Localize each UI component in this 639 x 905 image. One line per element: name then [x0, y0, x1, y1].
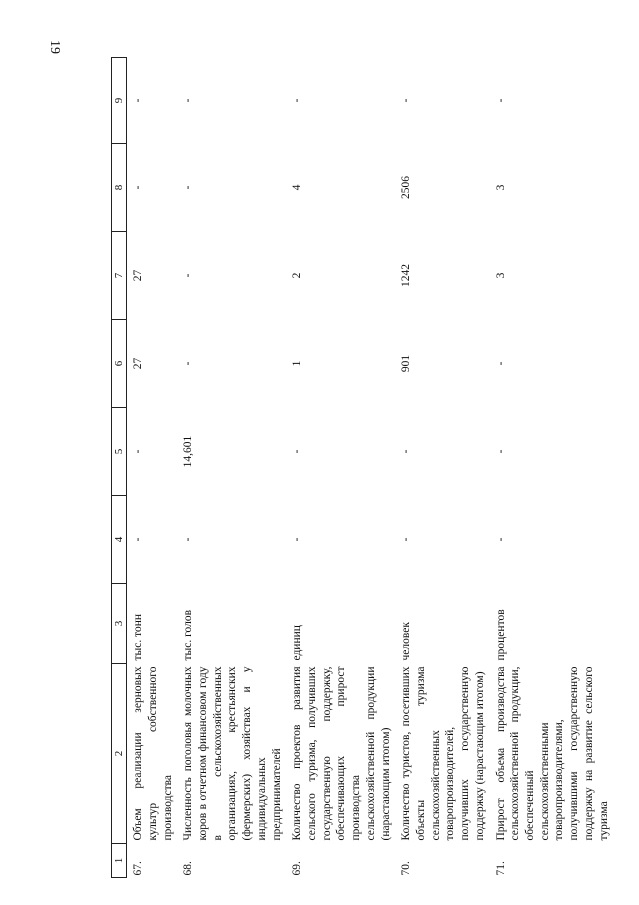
- value-cell: 1242: [400, 264, 413, 287]
- row-number: 69.: [291, 861, 304, 876]
- value-cell: 3: [494, 272, 507, 279]
- value-cell: -: [182, 185, 195, 190]
- value-cell: -: [132, 449, 145, 454]
- value-cell: -: [132, 98, 145, 103]
- unit: единиц: [291, 625, 304, 661]
- column-number: 4: [112, 496, 127, 584]
- value-cell: -: [291, 537, 304, 542]
- column-number: 8: [112, 144, 127, 232]
- row-number: 68.: [182, 861, 195, 876]
- value-cell: 1: [291, 360, 304, 367]
- value-cell: -: [182, 537, 195, 542]
- row-number: 70.: [400, 861, 413, 876]
- column-number: 1: [112, 844, 127, 878]
- value-cell: -: [494, 537, 507, 542]
- unit: процентов: [494, 609, 507, 661]
- value-cell: -: [494, 449, 507, 454]
- column-number: 5: [112, 408, 127, 496]
- table-row: [490, 58, 614, 878]
- value-cell: 27: [132, 357, 145, 370]
- value-cell: -: [182, 273, 195, 278]
- value-cell: -: [132, 537, 145, 542]
- column-number: 9: [112, 58, 127, 144]
- column-number: 2: [112, 664, 127, 844]
- page-number: 19: [47, 40, 62, 54]
- value-cell: -: [182, 361, 195, 366]
- indicator-table: [111, 57, 613, 878]
- value-cell: -: [400, 98, 413, 103]
- table-row: [177, 58, 286, 878]
- indicator-name: Количество проектов развития сельского туризма, получивших государственную поддержку, обеспечивающих прирост производства сельскохозяйственной продукции (нарастающим итогом): [291, 666, 392, 841]
- indicator-name: Количество туристов, посетивших объекты туризма сельскохозяйственных товаропроизводителей, получивших государственную поддержку (нарастающим итогом): [400, 666, 486, 841]
- indicator-table-container: [111, 58, 610, 878]
- value-cell: 3: [494, 184, 507, 191]
- indicator-name: Объем реализации зерновых культур собственного производства: [132, 666, 174, 841]
- value-cell: -: [494, 98, 507, 103]
- table-row: [127, 58, 178, 878]
- value-cell: -: [182, 98, 195, 103]
- value-cell: -: [132, 185, 145, 190]
- indicator-name: Прирост объема производства сельскохозяйственной продукции, обеспеченный сельскохозяйственными товаропроизводителями, получившими государственную поддержку на развитие сельского туризма: [494, 666, 610, 841]
- unit: человек: [400, 622, 413, 661]
- indicator-name: Численность поголовья молочных коров в отчетном финансовом году в сельскохозяйственных организациях, крестьянских (фермерских) хозяйствах и у индивидуальных предпринимателей: [182, 666, 283, 841]
- value-cell: 2: [291, 272, 304, 279]
- unit: тыс. тонн: [132, 613, 145, 661]
- row-number: 71.: [494, 861, 507, 876]
- value-cell: -: [291, 449, 304, 454]
- unit: тыс. голов: [182, 609, 195, 661]
- value-cell: 4: [291, 184, 304, 191]
- table-row: [286, 58, 395, 878]
- value-cell: -: [400, 537, 413, 542]
- column-number: 6: [112, 320, 127, 408]
- value-cell: 2506: [400, 176, 413, 199]
- value-cell: -: [400, 449, 413, 454]
- value-cell: 14,601: [182, 435, 195, 468]
- value-cell: 27: [132, 269, 145, 282]
- value-cell: 901: [400, 354, 413, 373]
- column-number: 7: [112, 232, 127, 320]
- table-row: [395, 58, 489, 878]
- row-number: 67.: [132, 861, 145, 876]
- column-number: 3: [112, 584, 127, 664]
- column-number-row: [112, 58, 127, 878]
- value-cell: -: [291, 98, 304, 103]
- value-cell: -: [494, 361, 507, 366]
